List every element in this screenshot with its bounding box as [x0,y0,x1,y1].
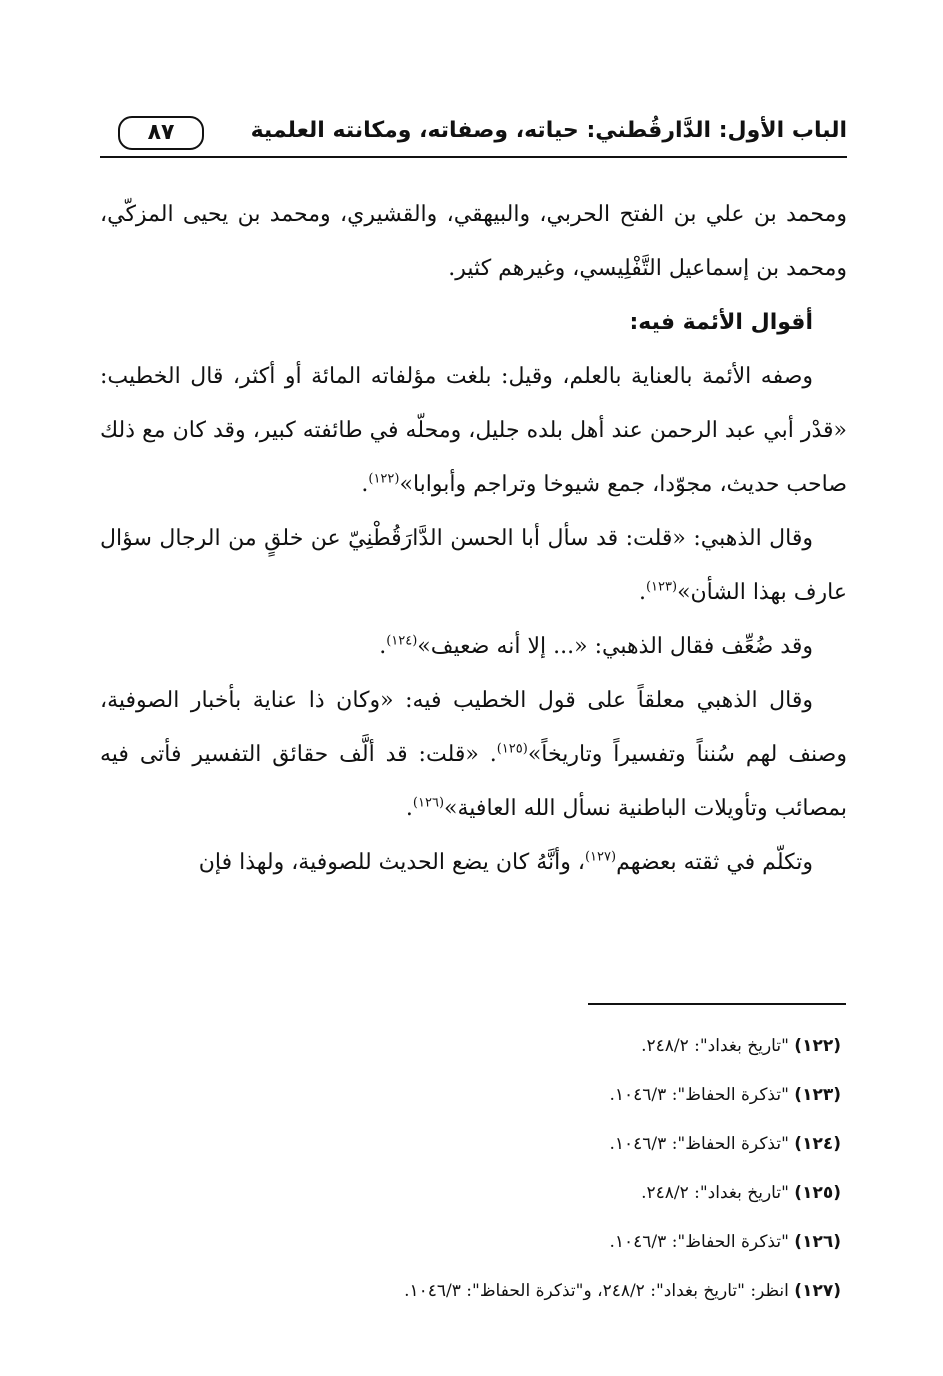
footnote-ref: (١٢٧) [584,849,617,865]
paragraph-text: ، وأنَّهُ كان يضع الحديث للصوفية، ولهذا فإن [198,850,585,875]
footnote [100,1022,841,1071]
footnote-ref: (١٢٦) [412,795,445,811]
paragraph: وصفه الأئمة بالعناية بالعلم، وقيل: بلغت مؤلفاته المائة أو أكثر، قال الخطيب: «قدْر أبي عبد الرحمن عند أهل بلده جليل، ومحلّه في طائفته كبير، وقد كان مع ذلك صاحب حديث، مجوّدا، جمع شيوخا وتراجم وأبوابا»$^{(١٢٢)}$. [100,364,847,497]
footnote [100,1218,841,1267]
footnote-number: (١٢٤) [794,1134,841,1154]
paragraph: وقال الذهبي: «قلت: قد سأل أبا الحسن الدَّارَقُطْنِيّ عن خلقٍ من الرجال سؤال عارف بهذا الشأن»$^{(١٢٣)}$. [100,526,847,605]
footnote-number: (١٢٢) [794,1036,841,1056]
footnote [100,1267,841,1316]
paragraph-text: وصفه الأئمة بالعناية بالعلم، وقيل: بلغت مؤلفاته المائة أو أكثر، قال الخطيب: «قدْر أبي عبد الرحمن عند أهل بلده جليل، ومحلّه في طائفته كبير، وقد كان مع ذلك صاحب حديث، مجوّدا، جمع شيوخا وتراجم وأبوابا» [100,364,847,497]
footnote-text: "تذكرة الحفاظ": ١٠٤٦/٣. [609,1232,789,1252]
footnote-text: "تاريخ بغداد": ٢٤٨/٢. [641,1036,789,1056]
paragraph-text: وقال الذهبي معلقاً على قول الخطيب فيه: «وكان ذا عناية بأخبار الصوفية، وصنف لهم سُنناً وتفسيراً وتاريخاً» [100,688,847,767]
section-heading: أقوال الأئمة فيه: [629,310,813,335]
header-divider [100,156,847,158]
paragraph [100,836,847,890]
footnote-text: انظر: "تاريخ بغداد": ٢٤٨/٢، و"تذكرة الحفاظ": ١٠٤٦/٣. [404,1281,789,1301]
paragraph-text: ومحمد بن علي بن الفتح الحربي، والبيهقي، والقشيري، ومحمد بن يحيى المزكّي، ومحمد بن إسماعيل التَّفْلِيسي، وغيرهم كثير. [100,202,847,281]
footnote-text: "تاريخ بغداد": ٢٤٨/٢. [641,1183,789,1203]
footnote [100,1071,841,1120]
paragraph [100,188,847,296]
footnote-number: (١٢٣) [794,1085,841,1105]
paragraph: وقد ضُعِّف فقال الذهبي: «... إلا أنه ضعيف»$^{(١٢٤)}$. [379,633,813,659]
paragraph-text: وقد ضُعِّف فقال الذهبي: «... إلا أنه ضعيف» [417,634,813,659]
paragraph-text: . «قلت: قد ألَّف حقائق التفسير فأتى فيه بمصائب وتأويلات الباطنية نسأل الله العافية» [100,742,847,821]
footnote [100,1169,841,1218]
paragraph-text: وقال الذهبي: «قلت: قد سأل أبا الحسن الدَّارَقُطْنِيّ عن خلقٍ من الرجال سؤال عارف بهذا الشأن» [100,526,847,605]
footnote-text: "تذكرة الحفاظ": ١٠٤٦/٣. [609,1134,789,1154]
running-header [100,112,847,160]
footnote-text: "تذكرة الحفاظ": ١٠٤٦/٣. [609,1085,789,1105]
footnote-ref: (١٢٤) [386,633,418,649]
footnote-number: (١٢٧) [794,1281,841,1301]
footnote-number: (١٢٦) [794,1232,841,1252]
paragraph: وقال الذهبي معلقاً على قول الخطيب فيه: «وكان ذا عناية بأخبار الصوفية، وصنف لهم سُنناً وتفسيراً وتاريخاً»$^{(١٢٥)}$. «قلت: قد ألَّف حقائق التفسير فأتى فيه بمصائب وتأويلات الباطنية نسأل الله العافية»$^{(١٢٦)}$. [100,688,847,821]
footnote-number: (١٢٥) [794,1183,841,1203]
page-number: ٨٧ [118,116,204,150]
footnote-ref: (١٢٢) [368,471,400,487]
footnote-divider [588,1003,846,1005]
paragraph-text: وتكلّم في ثقته بعضهم [616,850,813,875]
main-text [100,188,847,890]
chapter-title: الباب الأول: الدَّارقُطني: حياته، وصفاته، ومكانته العلمية [250,118,847,143]
footnote-ref: (١٢٣) [645,579,678,595]
footnote-ref: (١٢٥) [496,741,528,757]
footnotes [100,1022,841,1316]
footnote [100,1120,841,1169]
